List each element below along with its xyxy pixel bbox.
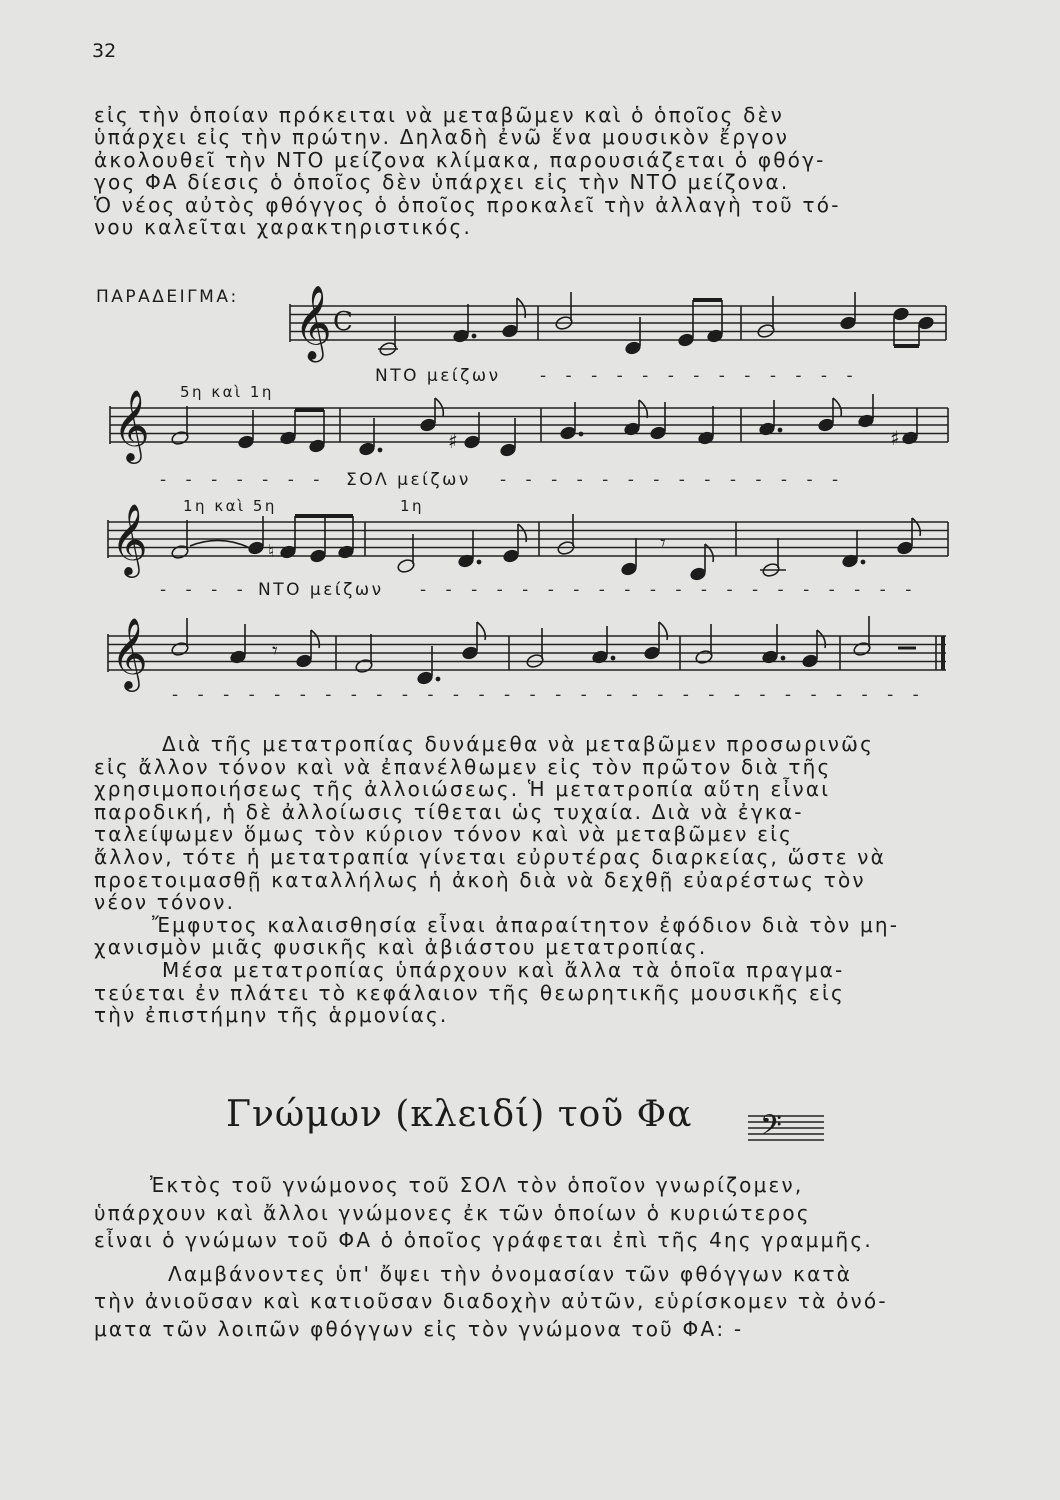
common-time-signature: C bbox=[333, 307, 353, 337]
treble-clef-icon: 𝄞 bbox=[113, 388, 150, 461]
key-label-c-major-return: ΝΤΟ μείζων bbox=[258, 580, 384, 600]
text-line: Ὁ νέος αὐτὸς φθόγγος ὁ ὁποῖος προκαλεῖ τὴν ἀλλαγὴ τοῦ τό- bbox=[94, 192, 841, 217]
continuation-dashes: - - - - - - - bbox=[160, 470, 327, 490]
continuation-dashes: - - - - - - - - - - - - - - bbox=[500, 470, 846, 490]
key-label-g-major: ΣΟΛ μείζων bbox=[346, 470, 471, 490]
text-line: Μέσα μετατροπίας ὑπάρχουν καὶ ἄλλα τὰ ὁποῖα πραγμα- bbox=[162, 957, 845, 982]
fingering-label: 5η καὶ 1η bbox=[180, 383, 274, 401]
fingering-label: 1η καὶ 5η bbox=[183, 497, 277, 515]
text-line: ματα τῶν λοιπῶν φθόγγων εἰς τὸν γνώμονα τοῦ ΦΑ: - bbox=[94, 1316, 744, 1341]
text-line: ὑπάρχουν καὶ ἄλλοι γνώμονες ἐκ τῶν ὁποίων ὁ κυριώτερος bbox=[94, 1200, 811, 1225]
continuation-dashes: - - - - - - - - - - - - - - - - - - - - - - - - - - - - - - bbox=[172, 685, 926, 705]
text-line: εἰς τὴν ὁποίαν πρόκειται νὰ μεταβῶμεν καὶ ὁ ὁποῖος δὲν bbox=[94, 103, 784, 127]
svg-text:♯: ♯ bbox=[890, 426, 900, 450]
text-line: γος ΦΑ δίεσις ὁ ὁποῖος δὲν ὑπάρχει εἰς τὴν ΝΤΟ μείζονα. bbox=[94, 170, 790, 195]
svg-text:♮: ♮ bbox=[268, 541, 275, 562]
treble-clef-icon: 𝄞 bbox=[111, 616, 148, 689]
text-line: προετοιμασθῇ καταλλήλως ἡ ἀκοὴ διὰ νὰ δεχθῇ εὐαρέστως τὸν bbox=[94, 867, 866, 892]
continuation-dashes: - - - - - - - - - - - - - bbox=[540, 366, 860, 386]
text-line: ἀκολουθεῖ τὴν ΝΤΟ μείζονα κλίμακα, παρουσιάζεται ὁ φθόγ- bbox=[94, 147, 826, 172]
bass-clef-icon bbox=[746, 1110, 826, 1146]
treble-clef-icon: 𝄞 bbox=[111, 502, 148, 575]
text-line: νου καλεῖται χαρακτηριστικός. bbox=[94, 214, 473, 239]
section-paragraph bbox=[94, 1172, 940, 1343]
continuation-dashes: - - - - - - - - - - - - - - - - - - - - bbox=[420, 580, 919, 600]
svg-text:𝄾: 𝄾 bbox=[660, 531, 666, 556]
text-line: παροδική, ἡ δὲ ἀλλοίωσις τίθεται ὡς τυχαία. Διὰ νὰ ἐγκα- bbox=[94, 799, 804, 824]
text-line: εἰς ἄλλον τόνον καὶ νὰ ἐπανέλθωμεν εἰς τὸν πρῶτον διὰ τῆς bbox=[94, 754, 832, 779]
text-line: νέον τόνον. bbox=[94, 890, 236, 915]
text-line: τὴν ἀνιοῦσαν καὶ κατιοῦσαν διαδοχὴν αὐτῶν, εὑρίσκομεν τὰ ὀνό- bbox=[94, 1289, 888, 1313]
text-line: τὴν ἐπιστήμην τῆς ἁρμονίας. bbox=[94, 1003, 449, 1028]
text-line: χρησιμοποιήσεως τῆς ἀλλοιώσεως. Ἡ μετατροπία αὕτη εἶναι bbox=[94, 777, 831, 802]
treble-clef-icon: 𝄞 bbox=[294, 286, 332, 360]
text-line: ταλείψωμεν ὅμως τὸν κύριον τόνον καὶ νὰ μεταβῶμεν εἰς bbox=[94, 822, 794, 847]
svg-text:𝄢: 𝄢 bbox=[760, 1110, 782, 1146]
intro-paragraph bbox=[94, 104, 940, 238]
key-label-c-major: ΝΤΟ μείζων bbox=[375, 366, 501, 386]
text-line: Ἐκτὸς τοῦ γνώμονος τοῦ ΣΟΛ τὸν ὁποῖον γνωρίζομεν, bbox=[150, 1173, 804, 1197]
body-paragraph bbox=[94, 733, 940, 1027]
text-line: Διὰ τῆς μετατροπίας δυνάμεθα νὰ μεταβῶμεν προσωρινῶς bbox=[162, 732, 875, 756]
page-number: 32 bbox=[92, 40, 117, 62]
svg-text:𝄾: 𝄾 bbox=[272, 639, 278, 664]
svg-text:♯: ♯ bbox=[448, 429, 458, 453]
music-staff-1 bbox=[0, 286, 1060, 410]
continuation-dashes: - - - - bbox=[160, 580, 250, 600]
music-staff-4 bbox=[0, 616, 1060, 740]
fingering-label: 1η bbox=[400, 497, 425, 515]
text-line: Ἔμφυτος καλαισθησία εἶναι ἀπαραίτητον ἐφόδιον διὰ τὸν μη- bbox=[152, 912, 900, 937]
text-line: τεύεται ἐν πλάτει τὸ κεφάλαιον τῆς θεωρητικῆς μουσικῆς εἰς bbox=[94, 980, 845, 1005]
example-label: ΠΑΡΑΔΕΙΓΜΑ: bbox=[96, 287, 239, 307]
text-line: χανισμὸν μιᾶς φυσικῆς καὶ ἀβιάστου μετατροπίας. bbox=[94, 935, 708, 960]
text-line: εἶναι ὁ γνώμων τοῦ ΦΑ ὁ ὁποῖος γράφεται ἐπὶ τῆς 4ης γραμμῆς. bbox=[94, 1228, 873, 1252]
text-line: ἄλλον, τότε ἡ μετατραπία γίνεται εὐρυτέρας διαρκείας, ὥστε νὰ bbox=[94, 844, 887, 869]
text-line: Λαμβάνοντες ὑπ' ὄψει τὴν ὀνομασίαν τῶν φθόγγων κατὰ bbox=[168, 1261, 853, 1286]
text-line: ὑπάρχει εἰς τὴν πρώτην. Δηλαδὴ ἐνῶ ἕνα μουσικὸν ἔργον bbox=[94, 125, 790, 150]
section-heading: Γνώμων (κλειδί) τοῦ Φα bbox=[226, 1094, 693, 1135]
